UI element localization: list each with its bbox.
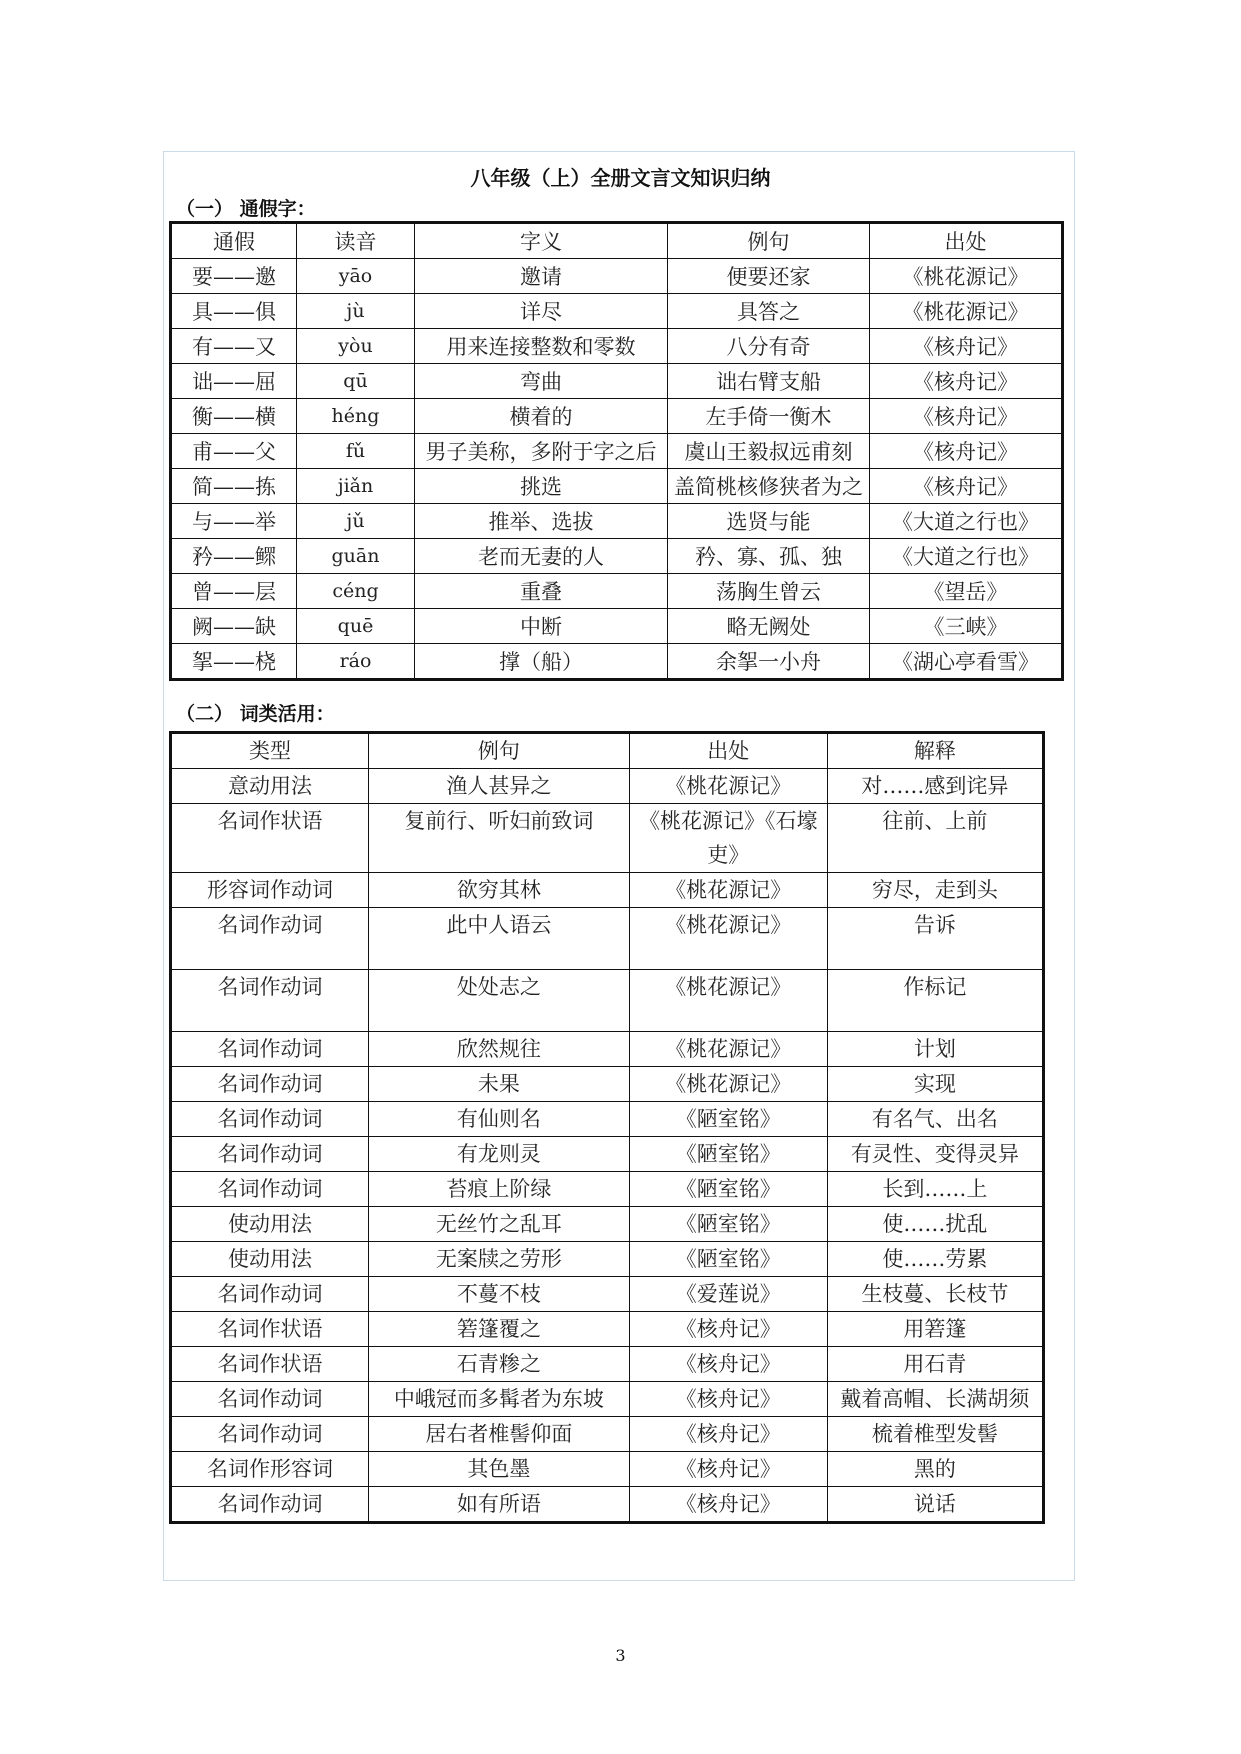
table-row xyxy=(171,1417,1044,1452)
cell-explanation: 黑的 xyxy=(827,1452,1043,1487)
cell-type: 名词作动词 xyxy=(171,1172,369,1207)
cell-reading: quē xyxy=(297,609,415,644)
cell-explanation: 使……扰乱 xyxy=(827,1207,1043,1242)
cell-source: 《桃花源记》 xyxy=(629,970,827,1032)
cell-type: 名词作动词 xyxy=(171,1102,369,1137)
cell-source: 《核舟记》 xyxy=(870,364,1063,399)
cell-meaning: 中断 xyxy=(415,609,668,644)
cell-explanation: 长到……上 xyxy=(827,1172,1043,1207)
cell-type: 名词作动词 xyxy=(171,1032,369,1067)
cell-tongjia: 衡——横 xyxy=(171,399,297,434)
header-explanation: 解释 xyxy=(827,733,1043,769)
cell-type: 名词作形容词 xyxy=(171,1452,369,1487)
cell-example: 不蔓不枝 xyxy=(369,1277,630,1312)
cell-reading: ráo xyxy=(297,644,415,680)
header-example: 例句 xyxy=(668,223,870,259)
cell-example: 选贤与能 xyxy=(668,504,870,539)
cell-example: 石青糁之 xyxy=(369,1347,630,1382)
cell-tongjia: 具——俱 xyxy=(171,294,297,329)
cell-example: 余挐一小舟 xyxy=(668,644,870,680)
cell-explanation: 有名气、出名 xyxy=(827,1102,1043,1137)
cell-source: 《桃花源记》 xyxy=(629,769,827,804)
table-row xyxy=(171,804,1044,873)
page-number: 3 xyxy=(615,1646,626,1665)
cell-source: 《桃花源记》 xyxy=(629,908,827,970)
cell-tongjia: 要——邀 xyxy=(171,259,297,294)
table-header-row xyxy=(171,733,1044,769)
table-row xyxy=(171,1277,1044,1312)
table-row xyxy=(171,469,1063,504)
table-row xyxy=(171,1172,1044,1207)
cell-example: 未果 xyxy=(369,1067,630,1102)
cell-source: 《核舟记》 xyxy=(629,1347,827,1382)
cell-source: 《三峡》 xyxy=(870,609,1063,644)
cell-type: 名词作动词 xyxy=(171,1067,369,1102)
cell-type: 名词作动词 xyxy=(171,1417,369,1452)
header-tongjia: 通假 xyxy=(171,223,297,259)
cell-tongjia: 矜——鳏 xyxy=(171,539,297,574)
cell-reading: céng xyxy=(297,574,415,609)
table-row xyxy=(171,1032,1044,1067)
cell-explanation: 说话 xyxy=(827,1487,1043,1523)
table-row xyxy=(171,399,1063,434)
cell-tongjia: 挐——桡 xyxy=(171,644,297,680)
table-row xyxy=(171,873,1044,908)
cilei-table xyxy=(169,731,1045,1524)
cell-tongjia: 简——拣 xyxy=(171,469,297,504)
page-title: 八年级（上）全册文言文知识归纳 xyxy=(470,166,771,190)
table-row xyxy=(171,1137,1044,1172)
cell-reading: jǔ xyxy=(297,504,415,539)
cell-source: 《桃花源记》 xyxy=(629,1067,827,1102)
cell-explanation: 用石青 xyxy=(827,1347,1043,1382)
table-row xyxy=(171,1207,1044,1242)
cell-source: 《陋室铭》 xyxy=(629,1207,827,1242)
cell-explanation: 用箬篷 xyxy=(827,1312,1043,1347)
cell-reading: yòu xyxy=(297,329,415,364)
table-row xyxy=(171,1067,1044,1102)
table-row xyxy=(171,539,1063,574)
cell-reading: qū xyxy=(297,364,415,399)
cell-source: 《桃花源记》《石壕吏》 xyxy=(629,804,827,873)
table-row xyxy=(171,1102,1044,1137)
cell-source: 《核舟记》 xyxy=(629,1382,827,1417)
cell-meaning: 挑选 xyxy=(415,469,668,504)
cell-meaning: 横着的 xyxy=(415,399,668,434)
cell-example: 其色墨 xyxy=(369,1452,630,1487)
cell-explanation: 梳着椎型发髻 xyxy=(827,1417,1043,1452)
cell-meaning: 弯曲 xyxy=(415,364,668,399)
cell-example: 虞山王毅叔远甫刻 xyxy=(668,434,870,469)
cell-tongjia: 与——举 xyxy=(171,504,297,539)
cell-explanation: 有灵性、变得灵异 xyxy=(827,1137,1043,1172)
cell-meaning: 男子美称，多附于字之后 xyxy=(415,434,668,469)
cell-meaning: 用来连接整数和零数 xyxy=(415,329,668,364)
table-row xyxy=(171,574,1063,609)
cell-example: 中峨冠而多髯者为东坡 xyxy=(369,1382,630,1417)
cell-example: 此中人语云 xyxy=(369,908,630,970)
cell-example: 便要还家 xyxy=(668,259,870,294)
cell-type: 形容词作动词 xyxy=(171,873,369,908)
cell-reading: jù xyxy=(297,294,415,329)
cell-explanation: 使……劳累 xyxy=(827,1242,1043,1277)
cell-example: 欣然规往 xyxy=(369,1032,630,1067)
cell-type: 使动用法 xyxy=(171,1207,369,1242)
cell-source: 《核舟记》 xyxy=(870,469,1063,504)
table-row xyxy=(171,1312,1044,1347)
cell-source: 《陋室铭》 xyxy=(629,1102,827,1137)
cell-type: 名词作动词 xyxy=(171,1277,369,1312)
table-row xyxy=(171,434,1063,469)
cell-example: 无案牍之劳形 xyxy=(369,1242,630,1277)
cell-meaning: 老而无妻的人 xyxy=(415,539,668,574)
cell-reading: guān xyxy=(297,539,415,574)
cell-example: 略无阙处 xyxy=(668,609,870,644)
cell-source: 《湖心亭看雪》 xyxy=(870,644,1063,680)
cell-explanation: 告诉 xyxy=(827,908,1043,970)
cell-example: 盖简桃核修狭者为之 xyxy=(668,469,870,504)
cell-source: 《大道之行也》 xyxy=(870,504,1063,539)
cell-type: 名词作状语 xyxy=(171,1347,369,1382)
cell-type: 名词作动词 xyxy=(171,1137,369,1172)
cell-type: 名词作动词 xyxy=(171,1382,369,1417)
cell-example: 左手倚一衡木 xyxy=(668,399,870,434)
table-row xyxy=(171,1242,1044,1277)
header-example: 例句 xyxy=(369,733,630,769)
cell-source: 《核舟记》 xyxy=(870,399,1063,434)
cell-example: 欲穷其林 xyxy=(369,873,630,908)
table-row xyxy=(171,908,1044,970)
cell-example: 复前行、听妇前致词 xyxy=(369,804,630,873)
cell-source: 《桃花源记》 xyxy=(870,259,1063,294)
cell-reading: jiǎn xyxy=(297,469,415,504)
cell-example: 苔痕上阶绿 xyxy=(369,1172,630,1207)
table-row xyxy=(171,644,1063,680)
cell-explanation: 生枝蔓、长枝节 xyxy=(827,1277,1043,1312)
header-type: 类型 xyxy=(171,733,369,769)
cell-type: 名词作状语 xyxy=(171,804,369,873)
cell-example: 居右者椎髻仰面 xyxy=(369,1417,630,1452)
cell-source: 《陋室铭》 xyxy=(629,1172,827,1207)
header-reading: 读音 xyxy=(297,223,415,259)
cell-reading: yāo xyxy=(297,259,415,294)
cell-tongjia: 阙——缺 xyxy=(171,609,297,644)
cell-example: 箬篷覆之 xyxy=(369,1312,630,1347)
header-source: 出处 xyxy=(870,223,1063,259)
cell-meaning: 详尽 xyxy=(415,294,668,329)
header-meaning: 字义 xyxy=(415,223,668,259)
table-row xyxy=(171,1347,1044,1382)
cell-source: 《陋室铭》 xyxy=(629,1137,827,1172)
cell-source: 《核舟记》 xyxy=(870,434,1063,469)
cell-source: 《核舟记》 xyxy=(870,329,1063,364)
cell-source: 《核舟记》 xyxy=(629,1312,827,1347)
cell-source: 《望岳》 xyxy=(870,574,1063,609)
table-row xyxy=(171,1487,1044,1523)
cell-type: 使动用法 xyxy=(171,1242,369,1277)
cell-reading: héng xyxy=(297,399,415,434)
cell-explanation: 对……感到诧异 xyxy=(827,769,1043,804)
table-row xyxy=(171,329,1063,364)
cell-type: 意动用法 xyxy=(171,769,369,804)
cell-source: 《桃花源记》 xyxy=(870,294,1063,329)
cell-explanation: 实现 xyxy=(827,1067,1043,1102)
cell-example: 无丝竹之乱耳 xyxy=(369,1207,630,1242)
cell-explanation: 穷尽，走到头 xyxy=(827,873,1043,908)
tongjia-table xyxy=(169,221,1064,681)
cell-example: 如有所语 xyxy=(369,1487,630,1523)
cell-example: 诎右臂支船 xyxy=(668,364,870,399)
cell-explanation: 计划 xyxy=(827,1032,1043,1067)
cell-source: 《核舟记》 xyxy=(629,1487,827,1523)
section2-heading: （二） 词类活用： xyxy=(176,703,335,725)
table-header-row xyxy=(171,223,1063,259)
cell-type: 名词作动词 xyxy=(171,1487,369,1523)
cell-meaning: 邀请 xyxy=(415,259,668,294)
cell-example: 有仙则名 xyxy=(369,1102,630,1137)
cell-example: 八分有奇 xyxy=(668,329,870,364)
cell-tongjia: 有——又 xyxy=(171,329,297,364)
cell-source: 《爱莲说》 xyxy=(629,1277,827,1312)
section1-heading: （一） 通假字： xyxy=(176,198,316,220)
table-row xyxy=(171,1452,1044,1487)
table-row xyxy=(171,769,1044,804)
cell-example: 有龙则灵 xyxy=(369,1137,630,1172)
cell-explanation: 戴着高帽、长满胡须 xyxy=(827,1382,1043,1417)
cell-type: 名词作动词 xyxy=(171,908,369,970)
cell-tongjia: 甫——父 xyxy=(171,434,297,469)
cell-reading: fǔ xyxy=(297,434,415,469)
cell-source: 《核舟记》 xyxy=(629,1417,827,1452)
table-row xyxy=(171,294,1063,329)
table-row xyxy=(171,364,1063,399)
table-row xyxy=(171,504,1063,539)
cell-example: 具答之 xyxy=(668,294,870,329)
cell-type: 名词作状语 xyxy=(171,1312,369,1347)
cell-source: 《陋室铭》 xyxy=(629,1242,827,1277)
cell-meaning: 重叠 xyxy=(415,574,668,609)
cell-tongjia: 曾——层 xyxy=(171,574,297,609)
cell-example: 荡胸生曾云 xyxy=(668,574,870,609)
cell-meaning: 撑（船） xyxy=(415,644,668,680)
cell-example: 处处志之 xyxy=(369,970,630,1032)
cell-explanation: 作标记 xyxy=(827,970,1043,1032)
table-row xyxy=(171,1382,1044,1417)
cell-explanation: 往前、上前 xyxy=(827,804,1043,873)
cell-tongjia: 诎——屈 xyxy=(171,364,297,399)
cell-example: 渔人甚异之 xyxy=(369,769,630,804)
cell-type: 名词作动词 xyxy=(171,970,369,1032)
cell-source: 《大道之行也》 xyxy=(870,539,1063,574)
table-row xyxy=(171,259,1063,294)
cell-source: 《桃花源记》 xyxy=(629,873,827,908)
table-row xyxy=(171,609,1063,644)
cell-source: 《核舟记》 xyxy=(629,1452,827,1487)
cell-source: 《桃花源记》 xyxy=(629,1032,827,1067)
table-row xyxy=(171,970,1044,1032)
cell-example: 矜、寡、孤、独 xyxy=(668,539,870,574)
cell-meaning: 推举、选拔 xyxy=(415,504,668,539)
header-source: 出处 xyxy=(629,733,827,769)
